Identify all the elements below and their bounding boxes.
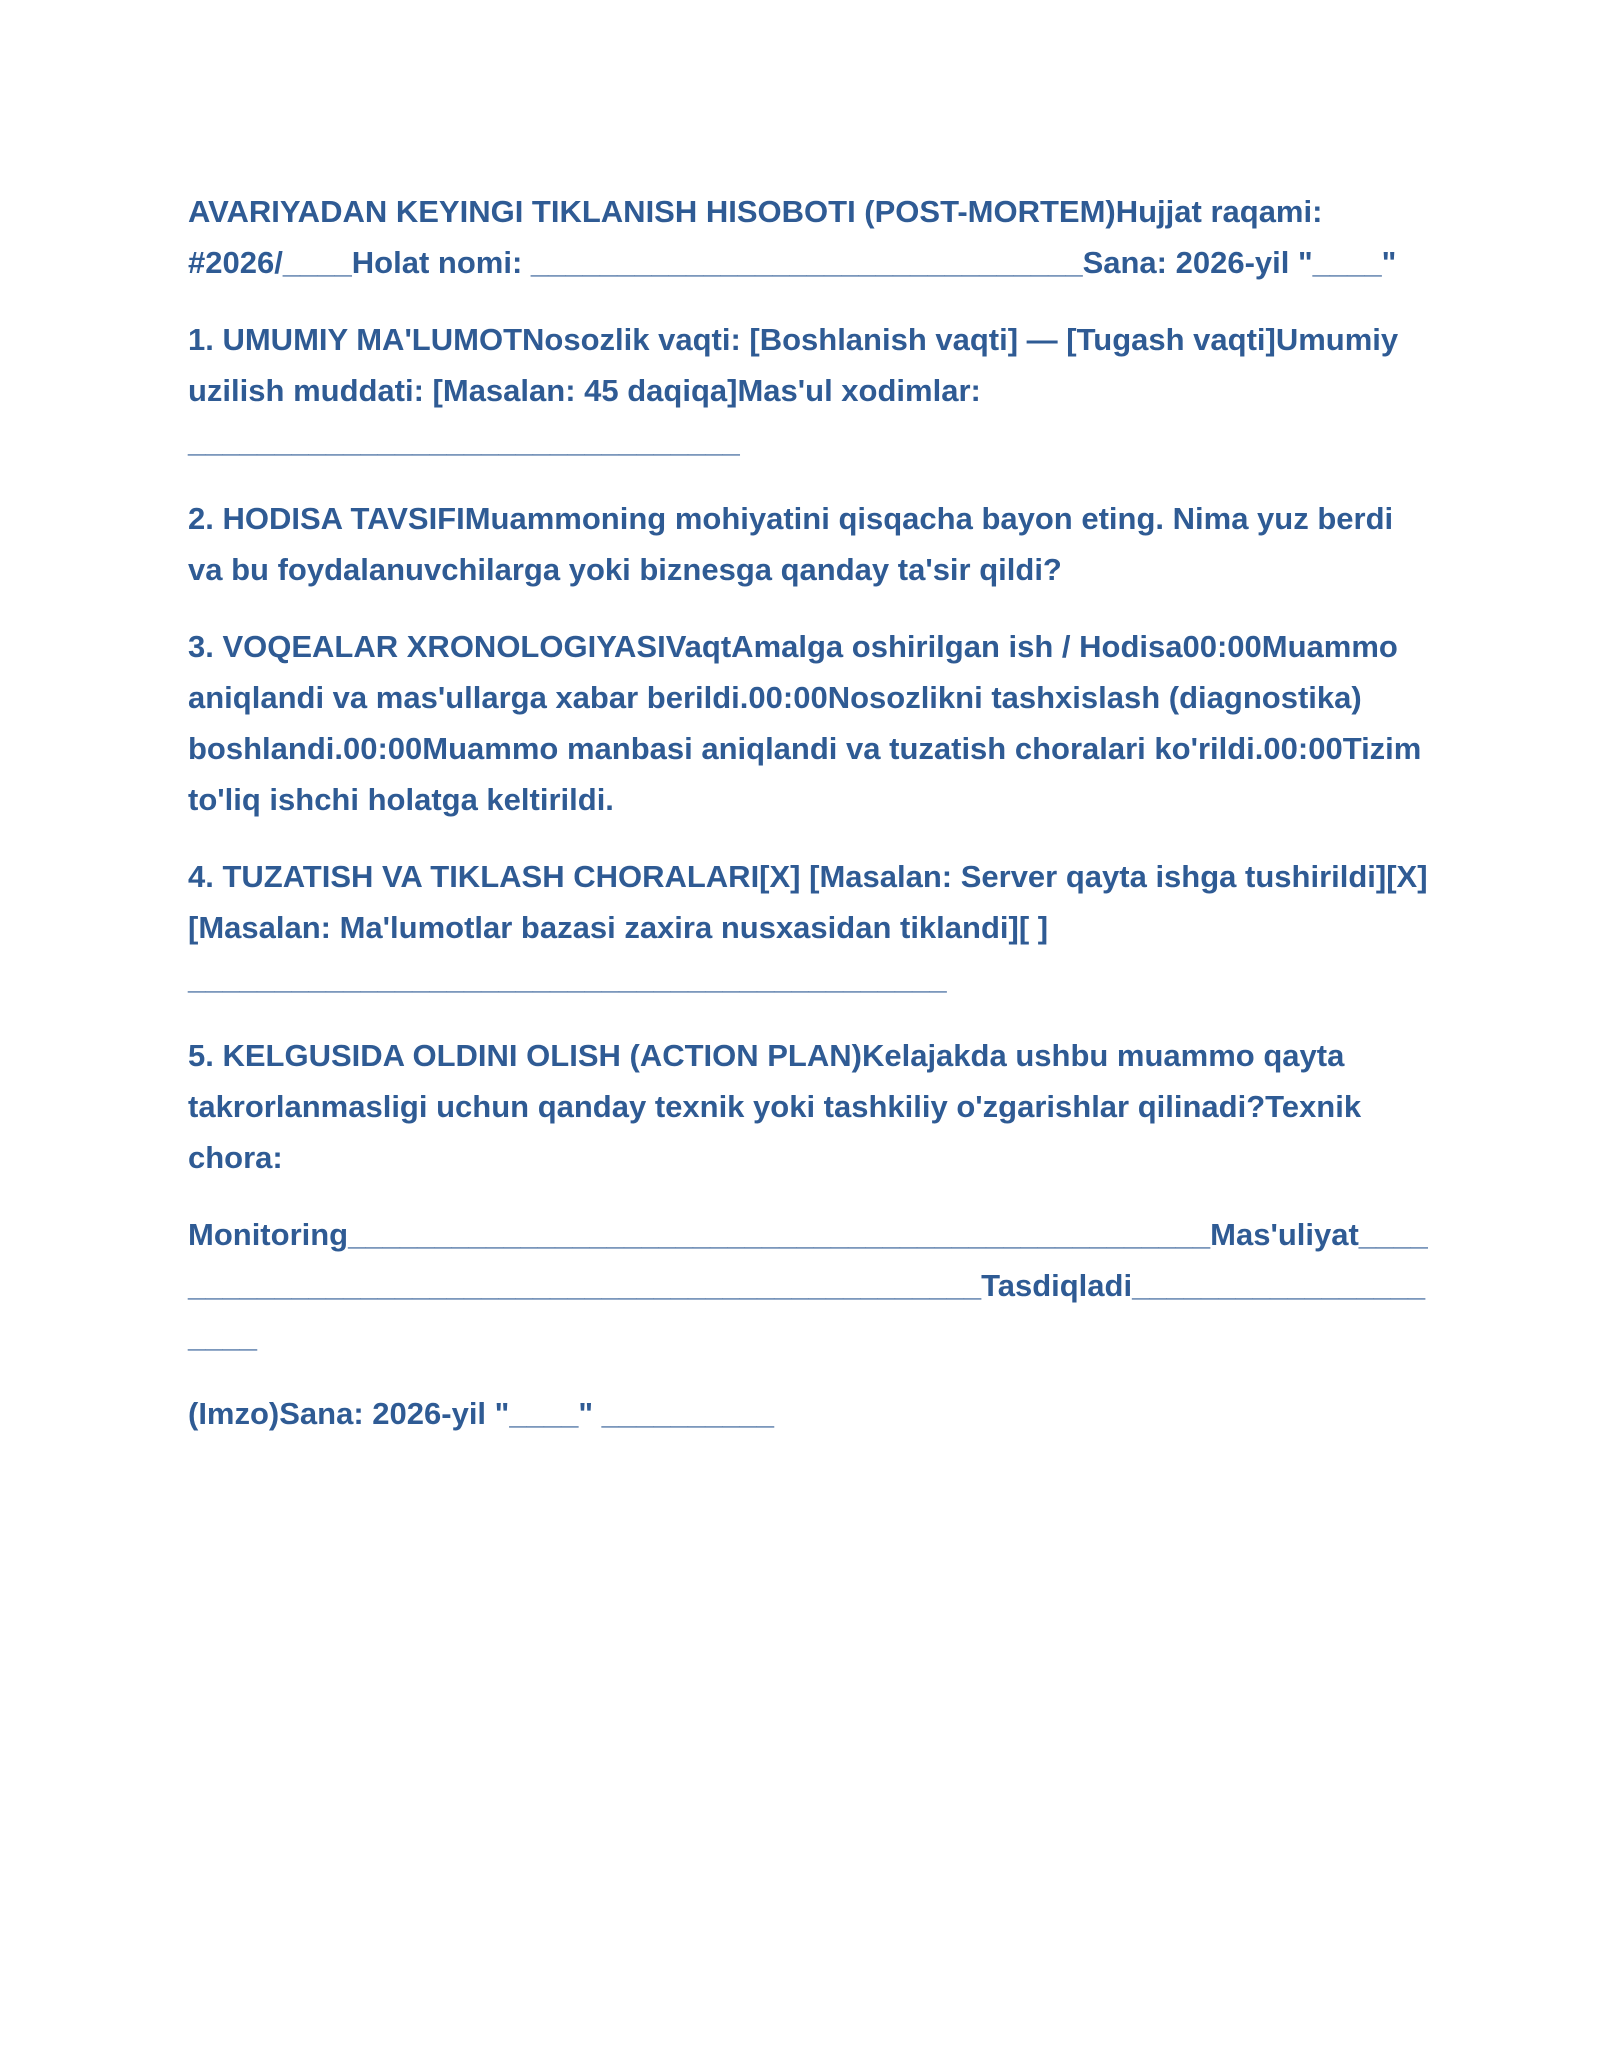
section-corrective-actions: 4. TUZATISH VA TIKLASH CHORALARI[X] [Masalan: Server qayta ishga tushirildi][X] [Masalan: Ma'lumotlar bazasi zaxira nusxasidan tiklandi][ ] ____________________________________________ [188,859,1428,996]
section-general-info: 1. UMUMIY MA'LUMOTNosozlik vaqti: [Boshlanish vaqti] — [Tugash vaqti]Umumiy uzilish muddati: [Masalan: 45 daqiqa]Mas'ul xodimlar: ________________________________ [188,322,1399,459]
signature-line: (Imzo)Sana: 2026-yil "____" __________ [188,1396,775,1431]
section-action-plan: 5. KELGUSIDA OLDINI OLISH (ACTION PLAN)Kelajakda ushbu muammo qayta takrorlanmasligi uchun qanday texnik yoki tashkiliy o'zgarishlar qilinadi?Texnik chora: [188,1038,1362,1175]
section-timeline: 3. VOQEALAR XRONOLOGIYASIVaqtAmalga oshirilgan ish / Hodisa00:00Muammo aniqlandi va mas'ullarga xabar berildi.00:00Nosozlikni tashxislash (diagnostika) boshlandi.00:00Muammo manbasi aniqlandi va tuzatish choralari ko'rildi.00:00Tizim to'liq ishchi holatga keltirildi. [188,629,1422,817]
document-page [188,186,1428,1465]
document-header: AVARIYADAN KEYINGI TIKLANISH HISOBOTI (POST-MORTEM)Hujjat raqami: #2026/____Holat nomi: ________________________________Sana: 2026-yil "____" [188,194,1397,280]
section-incident-description: 2. HODISA TAVSIFIMuammoning mohiyatini qisqacha bayon eting. Nima yuz berdi va bu foydalanuvchilarga yoki biznesga qanday ta'sir qildi? [188,501,1394,587]
section-action-plan-fields: Monitoring__________________________________________________Mas'uliyat__________________________________________________Tasdiqladi_____________________ [188,1217,1428,1354]
